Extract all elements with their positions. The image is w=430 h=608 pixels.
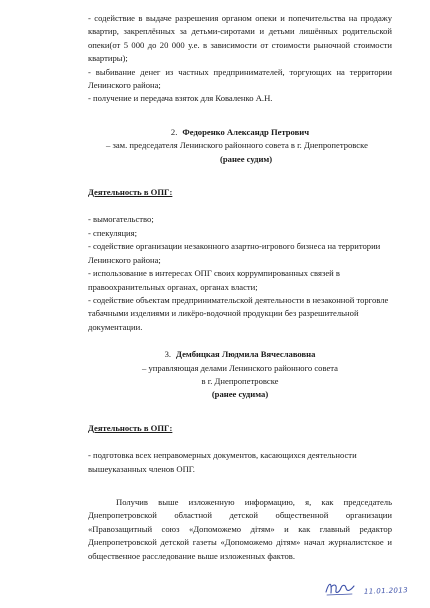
person-2-block [88, 126, 392, 166]
person-2-role: – зам. председателя Ленинского районного совета в г. Днепропетровске [106, 140, 368, 151]
person-2-number: 2. [170, 126, 178, 137]
list-item: - содействие организации незаконного азартно-игрового бизнеса на территории Ленинского района; [88, 241, 381, 265]
person-2-status: (ранее судим) [220, 153, 273, 164]
signature-block [324, 578, 408, 598]
person-3-block [88, 348, 392, 402]
person-3-role-line-2: в г. Днепропетровске [201, 375, 279, 386]
handwritten-signature-icon [324, 578, 358, 598]
person-3-name-line [88, 348, 392, 361]
list-item: - содействие объектам предпринимательской деятельности в незаконной торговле табачными изделиями и ликёро-водочной продукции без разрешительной документации. [88, 294, 389, 332]
person-2-name: Федоренко Александр Петрович [182, 126, 310, 137]
person-3-number: 3. [164, 349, 172, 360]
list-item: - получение и передача взяток для Коваленко А.Н. [88, 93, 273, 104]
list-item: - подготовка всех неправомерных документов, касающихся деятельности вышеуказанных членов ОПГ. [88, 450, 357, 474]
list-item: - вымогательство; [88, 214, 154, 225]
list-item: - содействие в выдаче разрешения органом опеки и попечительства на продажу квартир, закреплённых за детьми-сиротами и детьми лишённых родительской опеки(от 5 000 до 20 000 у.е. в зависимости от стоимости рыночной стоимости квартиры); [88, 13, 392, 64]
activity-list-2 [88, 449, 392, 476]
person-2-name-line [88, 126, 392, 139]
activity-heading-1: Деятельность в ОПГ: [88, 187, 173, 198]
person-3-status: (ранее судима) [211, 389, 269, 400]
signature-date: 11.01.2013 [363, 585, 409, 596]
list-item: - использование в интересах ОПГ своих коррумпированных связей в правоохранительных органах, органах власти; [88, 268, 340, 292]
closing-paragraph: Получив выше изложенную информацию, я, как председатель Днепропетровской областной детской общественной организации «Правозащитный союз «Допоможемо дітям» и как главный редактор Днепропетровской детской газеты «Допоможемо дітям» начал журналистское и общественное расследование выше изложенных фактов. [88, 496, 392, 561]
list-item: - спекуляция; [88, 227, 137, 238]
activity-heading-2: Деятельность в ОПГ: [88, 422, 173, 433]
intro-list [88, 12, 392, 106]
list-item: - выбивание денег из частных предпринимателей, торгующих на территории Ленинского района; [88, 66, 392, 91]
person-3-name: Дембицкая Людмила Вячеславовна [176, 349, 316, 360]
person-3-role-line-1: – управляющая делами Ленинского районного совета [142, 362, 338, 373]
activity-list-1 [88, 213, 392, 334]
